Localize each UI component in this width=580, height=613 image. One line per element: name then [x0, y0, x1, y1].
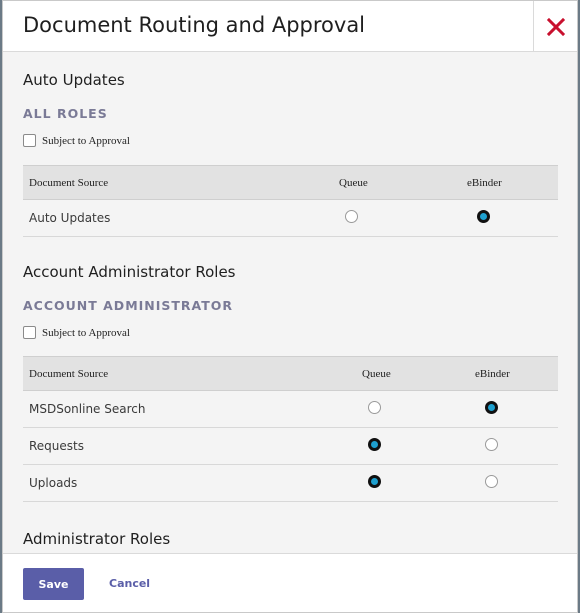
queue-radio[interactable]: [368, 475, 381, 488]
subject-to-approval-checkbox[interactable]: [23, 326, 36, 339]
ebinder-radio[interactable]: [485, 438, 498, 451]
modal-title: Document Routing and Approval: [23, 13, 366, 37]
save-button[interactable]: Save: [23, 568, 84, 600]
modal-footer: [3, 553, 577, 612]
table-row: [23, 428, 558, 465]
checkbox-label: Subject to Approval: [42, 326, 130, 339]
queue-radio[interactable]: [345, 210, 358, 223]
role-label-account-administrator: ACCOUNT ADMINISTRATOR: [23, 298, 234, 313]
routing-approval-modal: [2, 0, 578, 613]
modal-body: [3, 53, 577, 553]
section-title-account-admin: Account Administrator Roles: [23, 263, 236, 281]
table-header: [23, 165, 558, 200]
table-row: [23, 200, 558, 237]
queue-radio[interactable]: [368, 401, 381, 414]
row-source-label: Requests: [29, 439, 84, 453]
table-row: [23, 391, 558, 428]
ebinder-radio[interactable]: [477, 210, 490, 223]
auto-updates-table: [23, 165, 558, 237]
modal-header: [3, 1, 577, 52]
ebinder-radio[interactable]: [485, 475, 498, 488]
queue-radio[interactable]: [368, 438, 381, 451]
subject-to-approval-checkbox[interactable]: [23, 134, 36, 147]
column-header-ebinder: eBinder: [467, 177, 502, 189]
close-icon: [547, 18, 565, 36]
table-header: [23, 356, 558, 391]
close-button[interactable]: [533, 1, 577, 52]
account-admin-table: [23, 356, 558, 502]
column-header-queue: Queue: [362, 368, 391, 380]
column-header-ebinder: eBinder: [475, 368, 510, 380]
row-source-label: Uploads: [29, 476, 78, 490]
column-header-queue: Queue: [339, 177, 368, 189]
cancel-button[interactable]: Cancel: [99, 568, 160, 600]
row-source-label: MSDSonline Search: [29, 402, 146, 416]
checkbox-label: Subject to Approval: [42, 134, 130, 147]
section-title-auto-updates: Auto Updates: [23, 71, 125, 89]
subject-to-approval-all-roles[interactable]: [23, 134, 130, 147]
subject-to-approval-account-admin[interactable]: [23, 326, 130, 339]
ebinder-radio[interactable]: [485, 401, 498, 414]
role-label-all-roles: ALL ROLES: [23, 106, 108, 121]
table-row: [23, 465, 558, 502]
section-title-administrator: Administrator Roles: [23, 530, 171, 548]
row-source-label: Auto Updates: [29, 211, 111, 225]
column-header-document-source: Document Source: [29, 177, 109, 189]
column-header-document-source: Document Source: [29, 368, 109, 380]
